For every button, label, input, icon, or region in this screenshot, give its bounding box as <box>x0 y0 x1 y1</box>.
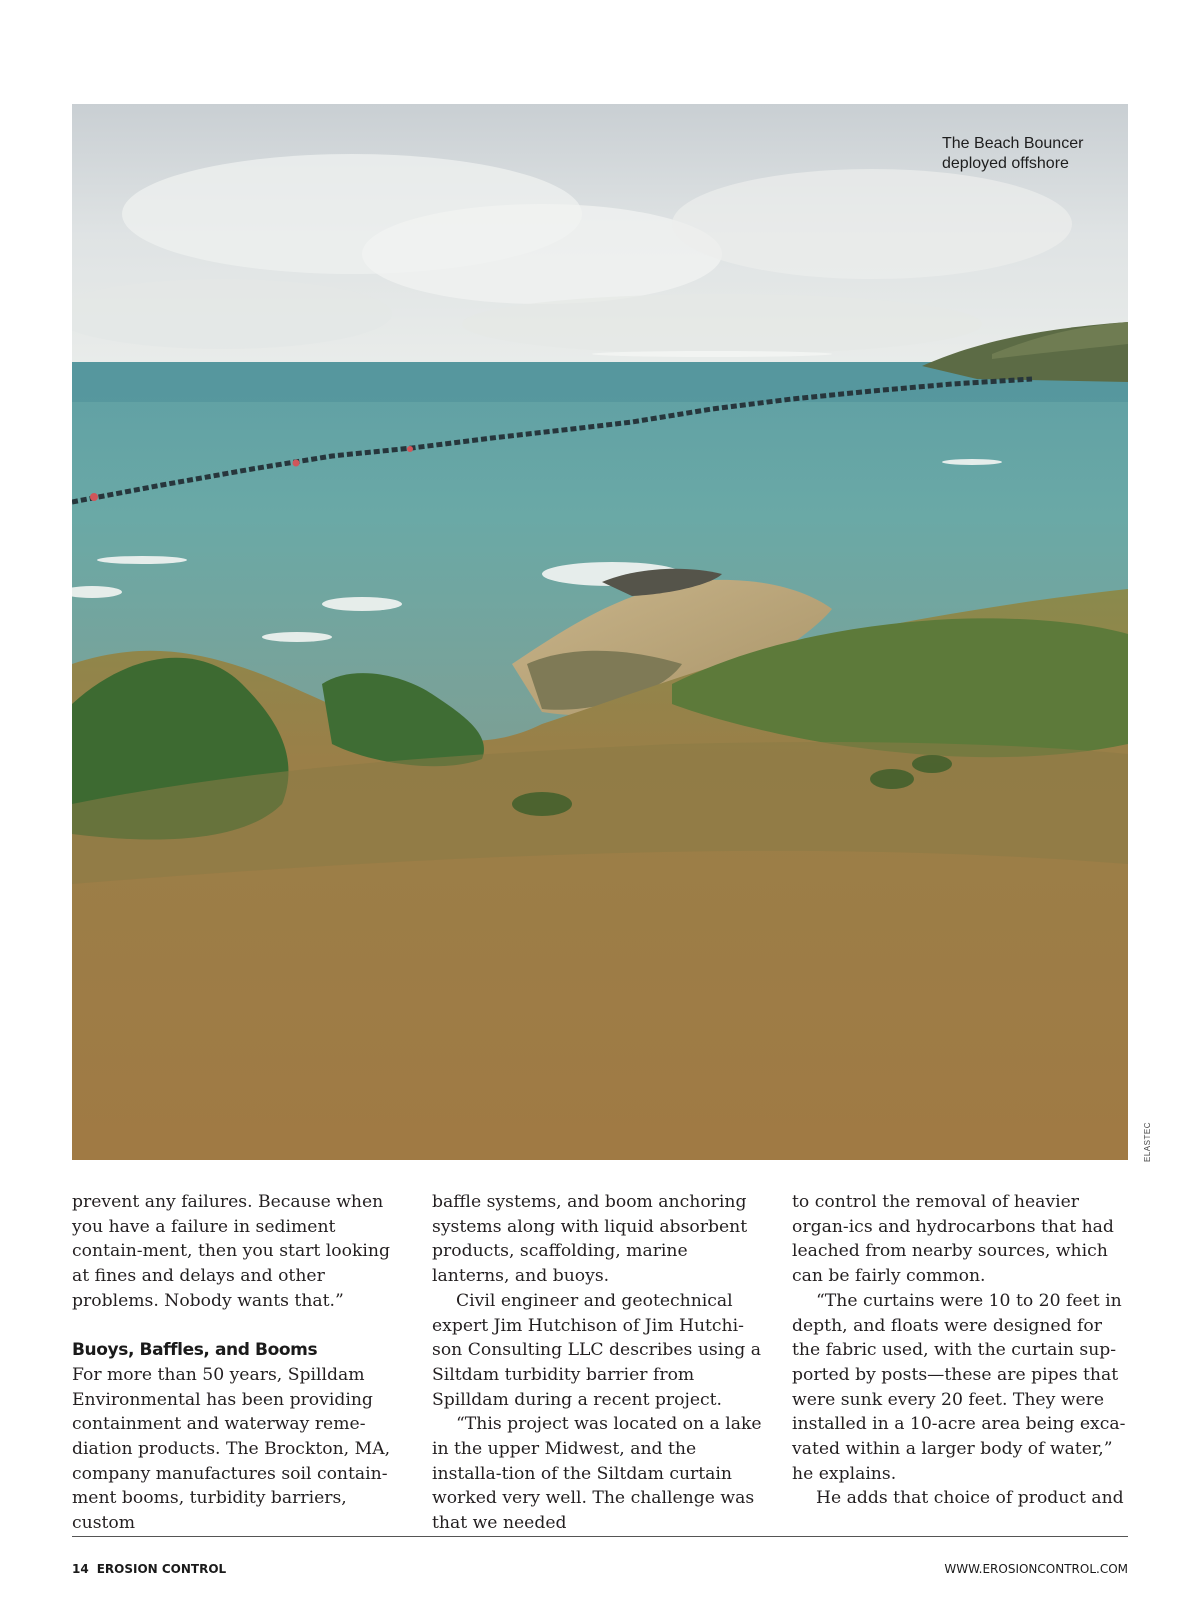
article-photo <box>72 104 1128 1160</box>
paragraph: “This project was located on a lake in the upper Midwest, and the installa-tion of the Siltdam curtain worked very well. The challenge was that we needed <box>432 1414 762 1534</box>
publication-name: EROSION CONTROL <box>96 1562 227 1576</box>
paragraph: “The curtains were 10 to 20 feet in depth, and floats were designed for the fabric used, with the curtain sup-ported by posts—these are pipes that were sunk every 20 feet. They were installed in a 10-acre area being exca-vated within a larger body of water,” he explains. <box>792 1290 1126 1484</box>
photo-caption-line-1: The Beach Bouncer <box>942 135 1084 152</box>
photo-credit: ELASTEC <box>1142 1122 1152 1162</box>
photo-caption <box>942 134 1122 174</box>
photo-caption-line-2: deployed offshore <box>942 155 1069 172</box>
footer-website: WWW.EROSIONCONTROL.COM <box>944 1562 1128 1576</box>
paragraph: to control the removal of heavier organ-ics and hydrocarbons that had leached from nearby sources, which can be fairly common. <box>792 1192 1114 1287</box>
coastal-scene-image <box>72 104 1128 1160</box>
paragraph: Civil engineer and geotechnical expert Jim Hutchison of Jim Hutchi-son Consulting LLC describes using a Siltdam turbidity barrier from Spilldam during a recent project. <box>432 1290 761 1410</box>
footer-folio <box>72 1562 226 1576</box>
paragraph: He adds that choice of product and <box>816 1488 1124 1509</box>
paragraph: baffle systems, and boom anchoring systems along with liquid absorbent products, scaffolding, marine lanterns, and buoys. <box>432 1192 748 1287</box>
paragraph: For more than 50 years, Spilldam Environmental has been providing containment and waterway reme-diation products. The Brockton, MA, company manufactures soil contain-ment booms, turbidity barriers, custom <box>72 1364 391 1534</box>
paragraph: prevent any failures. Because when you have a failure in sediment contain-ment, then you start looking at fines and delays and other problems. Nobody wants that.” <box>72 1192 390 1311</box>
footer-rule <box>72 1536 1128 1537</box>
article-column-2 <box>432 1190 768 1536</box>
page-number: 14 <box>72 1562 89 1576</box>
article-body <box>72 1190 1128 1534</box>
paragraph-spacer <box>72 1314 408 1339</box>
article-column-1 <box>72 1190 408 1536</box>
article-column-3 <box>792 1190 1128 1511</box>
section-subhead: Buoys, Baffles, and Booms <box>72 1340 318 1361</box>
